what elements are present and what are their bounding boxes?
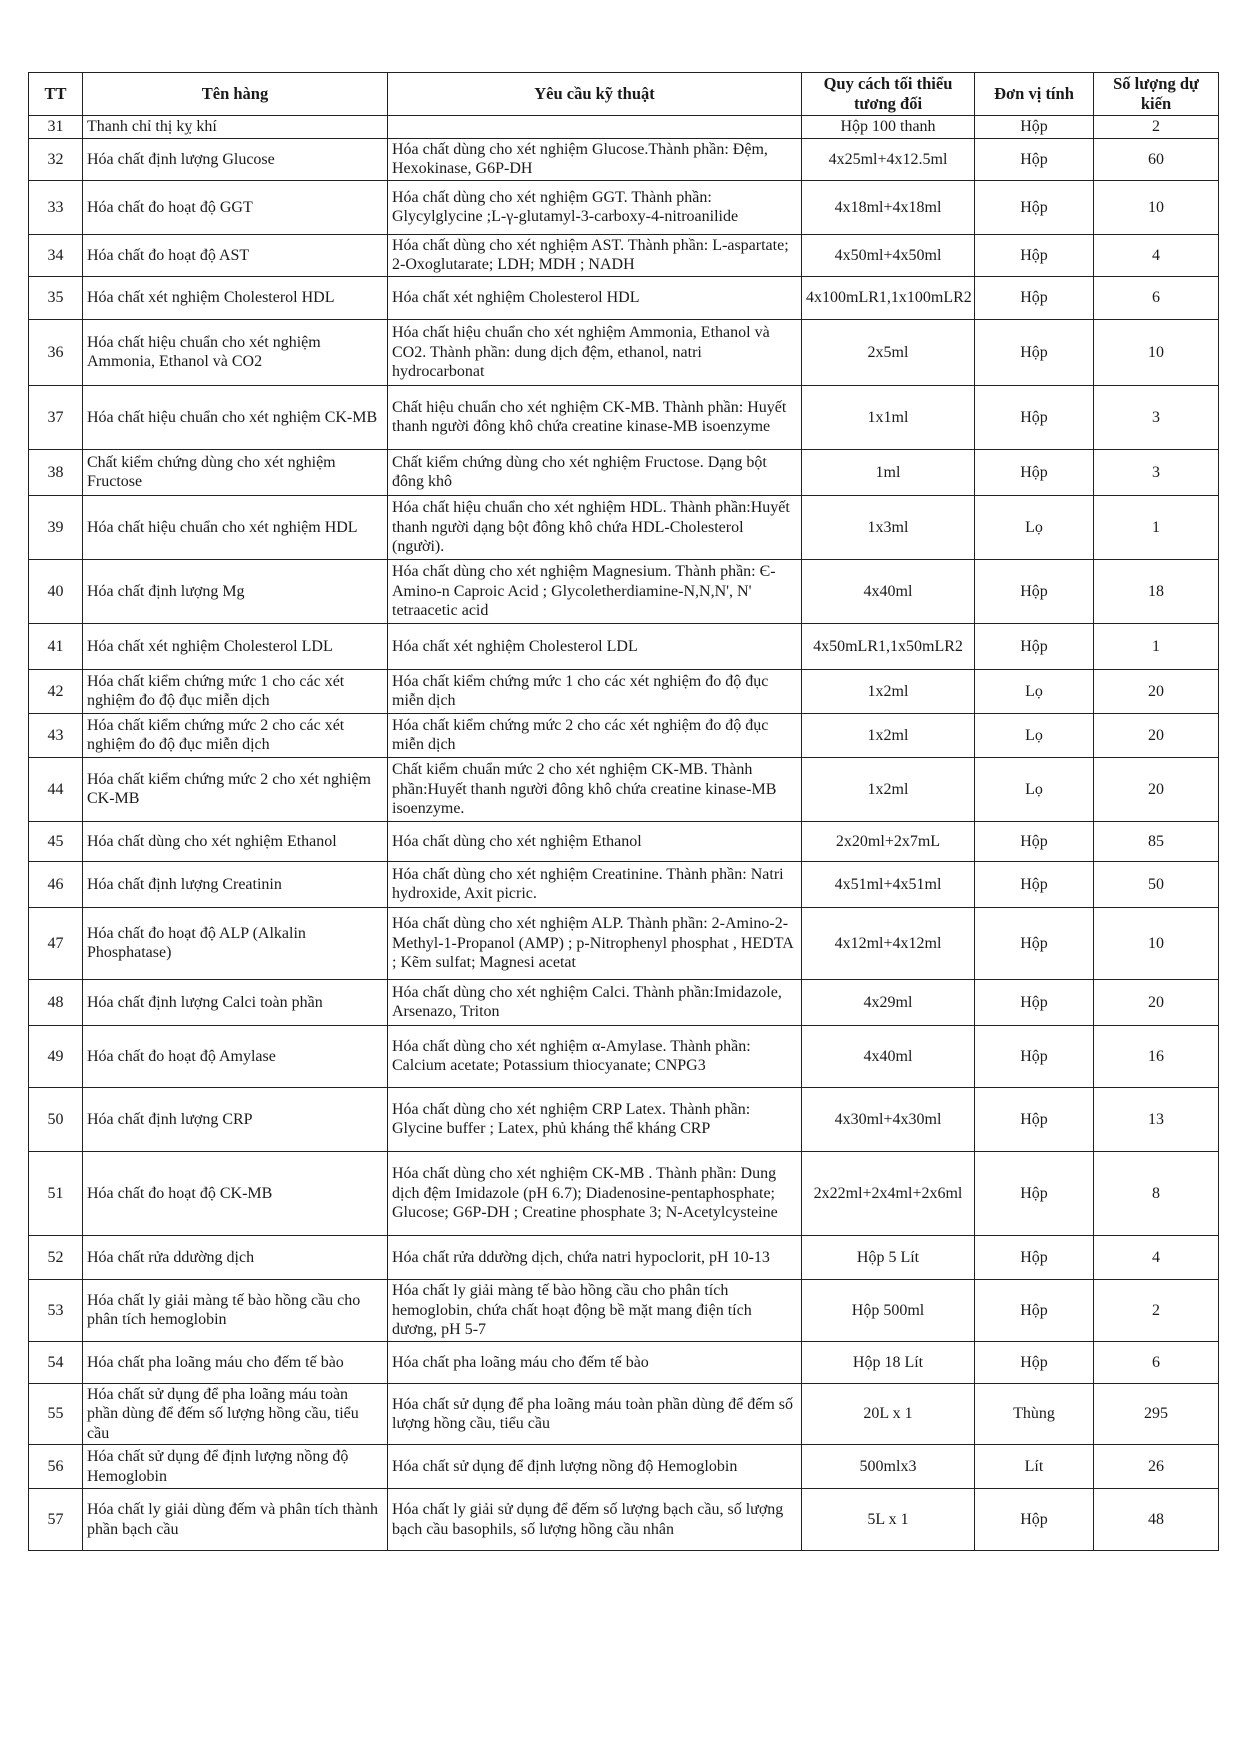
cell-tt: 47: [29, 907, 83, 979]
cell-tt: 57: [29, 1489, 83, 1551]
cell-tt: 45: [29, 821, 83, 861]
cell-quantity: 85: [1094, 821, 1219, 861]
cell-technical-requirements: Hóa chất dùng cho xét nghiệm Creatinine. Thành phần: Natri hydroxide, Axit picric.: [388, 861, 802, 907]
cell-quantity: 20: [1094, 757, 1219, 821]
cell-item-name: Hóa chất sử dụng để pha loãng máu toàn phần dùng để đếm số lượng hồng cầu, tiểu cầu: [83, 1383, 388, 1445]
header-packaging: Quy cách tối thiểu tương đối: [802, 73, 975, 116]
cell-technical-requirements: Hóa chất rửa ddường dịch, chứa natri hypoclorit, pH 10-13: [388, 1235, 802, 1279]
cell-tt: 48: [29, 979, 83, 1025]
cell-unit: Hộp: [975, 449, 1094, 495]
cell-item-name: Hóa chất pha loãng máu cho đếm tế bào: [83, 1341, 388, 1383]
cell-item-name: Hóa chất định lượng Calci toàn phần: [83, 979, 388, 1025]
cell-item-name: Hóa chất định lượng Glucose: [83, 138, 388, 180]
cell-unit: Hộp: [975, 979, 1094, 1025]
cell-quantity: 3: [1094, 385, 1219, 449]
header-technical-requirements: Yêu cầu kỹ thuật: [388, 73, 802, 116]
cell-technical-requirements: Hóa chất xét nghiệm Cholesterol LDL: [388, 623, 802, 669]
table-row: [29, 861, 1219, 907]
table-body: [29, 116, 1219, 1551]
cell-quantity: 18: [1094, 559, 1219, 623]
cell-unit: Hộp: [975, 234, 1094, 276]
cell-unit: Hộp: [975, 1489, 1094, 1551]
cell-item-name: Hóa chất định lượng Mg: [83, 559, 388, 623]
cell-tt: 51: [29, 1151, 83, 1235]
cell-tt: 38: [29, 449, 83, 495]
cell-item-name: Chất kiểm chứng dùng cho xét nghiệm Fructose: [83, 449, 388, 495]
cell-packaging: 4x18ml+4x18ml: [802, 180, 975, 234]
cell-technical-requirements: Hóa chất kiểm chứng mức 2 cho các xét nghiệm đo độ đục miễn dịch: [388, 713, 802, 757]
cell-unit: Hộp: [975, 1341, 1094, 1383]
table-row: [29, 713, 1219, 757]
cell-technical-requirements: Hóa chất dùng cho xét nghiệm GGT. Thành phần: Glycylglycine ;L-γ-glutamyl-3-carboxy-4-nitroanilide: [388, 180, 802, 234]
cell-unit: Hộp: [975, 1235, 1094, 1279]
cell-packaging: Hộp 100 thanh: [802, 116, 975, 139]
cell-tt: 40: [29, 559, 83, 623]
cell-tt: 55: [29, 1383, 83, 1445]
cell-technical-requirements: Hóa chất dùng cho xét nghiệm Magnesium. Thành phần: Є-Amino-n Caproic Acid ; Glycoletherdiamine-N,N,N', N' tetraacetic acid: [388, 559, 802, 623]
cell-technical-requirements: Hóa chất dùng cho xét nghiệm CK-MB . Thành phần: Dung dịch đệm Imidazole (pH 6.7); Diadenosine-pentaphosphate; Glucose; G6P-DH ; Creatine phosphate 3; N-Acetylcysteine: [388, 1151, 802, 1235]
cell-quantity: 16: [1094, 1025, 1219, 1087]
cell-quantity: 10: [1094, 907, 1219, 979]
cell-unit: Hộp: [975, 907, 1094, 979]
header-unit: Đơn vị tính: [975, 73, 1094, 116]
cell-item-name: Hóa chất rửa ddường dịch: [83, 1235, 388, 1279]
cell-packaging: 4x51ml+4x51ml: [802, 861, 975, 907]
cell-technical-requirements: Hóa chất ly giải sử dụng để đếm số lượng bạch cầu, số lượng bạch cầu basophils, số lượng hồng cầu nhân: [388, 1489, 802, 1551]
table-row: [29, 1087, 1219, 1151]
cell-tt: 39: [29, 495, 83, 559]
chemical-supply-table: [28, 72, 1219, 1551]
header-tt: TT: [29, 73, 83, 116]
table-row: [29, 385, 1219, 449]
cell-packaging: 20L x 1: [802, 1383, 975, 1445]
cell-quantity: 3: [1094, 449, 1219, 495]
cell-packaging: 4x12ml+4x12ml: [802, 907, 975, 979]
cell-item-name: Hóa chất hiệu chuẩn cho xét nghiệm Ammonia, Ethanol và CO2: [83, 319, 388, 385]
cell-item-name: Hóa chất đo hoạt độ AST: [83, 234, 388, 276]
cell-quantity: 4: [1094, 1235, 1219, 1279]
cell-packaging: Hộp 18 Lít: [802, 1341, 975, 1383]
cell-tt: 56: [29, 1445, 83, 1489]
cell-unit: Hộp: [975, 116, 1094, 139]
cell-packaging: 5L x 1: [802, 1489, 975, 1551]
cell-tt: 37: [29, 385, 83, 449]
cell-technical-requirements: Hóa chất xét nghiệm Cholesterol HDL: [388, 276, 802, 319]
cell-quantity: 10: [1094, 180, 1219, 234]
cell-item-name: Hóa chất đo hoạt độ ALP (Alkalin Phosphatase): [83, 907, 388, 979]
cell-tt: 41: [29, 623, 83, 669]
table-row: [29, 979, 1219, 1025]
table-row: [29, 821, 1219, 861]
cell-packaging: 4x50ml+4x50ml: [802, 234, 975, 276]
cell-tt: 53: [29, 1279, 83, 1341]
cell-tt: 49: [29, 1025, 83, 1087]
cell-quantity: 1: [1094, 495, 1219, 559]
cell-technical-requirements: Hóa chất dùng cho xét nghiệm Glucose.Thành phần: Đệm, Hexokinase, G6P-DH: [388, 138, 802, 180]
cell-item-name: Thanh chỉ thị kỵ khí: [83, 116, 388, 139]
table-row: [29, 495, 1219, 559]
table-row: [29, 907, 1219, 979]
table-row: [29, 276, 1219, 319]
cell-unit: Hộp: [975, 623, 1094, 669]
cell-technical-requirements: Hóa chất dùng cho xét nghiệm CRP Latex. Thành phần: Glycine buffer ; Latex, phủ kháng thể kháng CRP: [388, 1087, 802, 1151]
cell-tt: 44: [29, 757, 83, 821]
cell-packaging: 1x2ml: [802, 713, 975, 757]
cell-technical-requirements: [388, 116, 802, 139]
cell-unit: Lọ: [975, 495, 1094, 559]
cell-item-name: Hóa chất kiểm chứng mức 2 cho các xét nghiệm đo độ đục miễn dịch: [83, 713, 388, 757]
table-row: [29, 319, 1219, 385]
cell-packaging: 500mlx3: [802, 1445, 975, 1489]
cell-unit: Hộp: [975, 138, 1094, 180]
cell-quantity: 10: [1094, 319, 1219, 385]
table-row: [29, 1489, 1219, 1551]
cell-quantity: 2: [1094, 116, 1219, 139]
header-quantity: Số lượng dự kiến: [1094, 73, 1219, 116]
cell-unit: Hộp: [975, 385, 1094, 449]
cell-packaging: 4x50mLR1,1x50mLR2: [802, 623, 975, 669]
cell-tt: 50: [29, 1087, 83, 1151]
cell-unit: Lọ: [975, 757, 1094, 821]
table-row: [29, 1279, 1219, 1341]
cell-quantity: 6: [1094, 1341, 1219, 1383]
cell-packaging: Hộp 5 Lít: [802, 1235, 975, 1279]
cell-quantity: 48: [1094, 1489, 1219, 1551]
cell-quantity: 8: [1094, 1151, 1219, 1235]
table-row: [29, 138, 1219, 180]
cell-item-name: Hóa chất hiệu chuẩn cho xét nghiệm HDL: [83, 495, 388, 559]
table-row: [29, 1341, 1219, 1383]
cell-quantity: 20: [1094, 713, 1219, 757]
header-item-name: Tên hàng: [83, 73, 388, 116]
cell-unit: Hộp: [975, 319, 1094, 385]
cell-quantity: 20: [1094, 669, 1219, 713]
cell-packaging: 4x30ml+4x30ml: [802, 1087, 975, 1151]
cell-item-name: Hóa chất đo hoạt độ CK-MB: [83, 1151, 388, 1235]
cell-tt: 42: [29, 669, 83, 713]
cell-unit: Hộp: [975, 1087, 1094, 1151]
cell-quantity: 1: [1094, 623, 1219, 669]
cell-unit: Hộp: [975, 861, 1094, 907]
cell-item-name: Hóa chất hiệu chuẩn cho xét nghiệm CK-MB: [83, 385, 388, 449]
cell-packaging: 1ml: [802, 449, 975, 495]
cell-quantity: 6: [1094, 276, 1219, 319]
cell-tt: 54: [29, 1341, 83, 1383]
cell-technical-requirements: Hóa chất dùng cho xét nghiệm Ethanol: [388, 821, 802, 861]
cell-packaging: 4x25ml+4x12.5ml: [802, 138, 975, 180]
cell-item-name: Hóa chất kiểm chứng mức 1 cho các xét nghiệm đo độ đục miễn dịch: [83, 669, 388, 713]
cell-quantity: 50: [1094, 861, 1219, 907]
table-row: [29, 623, 1219, 669]
cell-unit: Hộp: [975, 559, 1094, 623]
cell-tt: 33: [29, 180, 83, 234]
cell-item-name: Hóa chất dùng cho xét nghiệm Ethanol: [83, 821, 388, 861]
table-header-row: [29, 73, 1219, 116]
table-row: [29, 449, 1219, 495]
cell-technical-requirements: Hóa chất kiểm chứng mức 1 cho các xét nghiệm đo độ đục miễn dịch: [388, 669, 802, 713]
cell-quantity: 20: [1094, 979, 1219, 1025]
cell-quantity: 295: [1094, 1383, 1219, 1445]
cell-packaging: 4x40ml: [802, 559, 975, 623]
cell-tt: 36: [29, 319, 83, 385]
cell-tt: 32: [29, 138, 83, 180]
cell-item-name: Hóa chất đo hoạt độ GGT: [83, 180, 388, 234]
cell-unit: Hộp: [975, 180, 1094, 234]
cell-unit: Lít: [975, 1445, 1094, 1489]
cell-unit: Lọ: [975, 713, 1094, 757]
cell-technical-requirements: Chất kiểm chuẩn mức 2 cho xét nghiệm CK-MB. Thành phần:Huyết thanh người đông khô chứa creatine kinase-MB isoenzyme.: [388, 757, 802, 821]
table-row: [29, 1445, 1219, 1489]
table-row: [29, 1383, 1219, 1445]
cell-item-name: Hóa chất ly giải dùng đếm và phân tích thành phần bạch cầu: [83, 1489, 388, 1551]
table-row: [29, 180, 1219, 234]
cell-quantity: 2: [1094, 1279, 1219, 1341]
cell-technical-requirements: Chất kiểm chứng dùng cho xét nghiệm Fructose. Dạng bột đông khô: [388, 449, 802, 495]
cell-unit: Hộp: [975, 821, 1094, 861]
cell-packaging: 4x40ml: [802, 1025, 975, 1087]
cell-technical-requirements: Chất hiệu chuẩn cho xét nghiệm CK-MB. Thành phần: Huyết thanh người đông khô chứa creatine kinase-MB isoenzyme: [388, 385, 802, 449]
cell-technical-requirements: Hóa chất hiệu chuẩn cho xét nghiệm HDL. Thành phần:Huyết thanh người dạng bột đông khô chứa HDL-Cholesterol (người).: [388, 495, 802, 559]
table-row: [29, 559, 1219, 623]
cell-unit: Lọ: [975, 669, 1094, 713]
cell-technical-requirements: Hóa chất dùng cho xét nghiệm ALP. Thành phần: 2-Amino-2-Methyl-1-Propanol (AMP) ; p-Nitrophenyl phosphat , HEDTA ; Kẽm sulfat; Magnesi acetat: [388, 907, 802, 979]
table-row: [29, 1025, 1219, 1087]
cell-packaging: Hộp 500ml: [802, 1279, 975, 1341]
cell-item-name: Hóa chất sử dụng để định lượng nồng độ Hemoglobin: [83, 1445, 388, 1489]
table-row: [29, 757, 1219, 821]
cell-tt: 34: [29, 234, 83, 276]
cell-packaging: 2x20ml+2x7mL: [802, 821, 975, 861]
table-row: [29, 669, 1219, 713]
cell-item-name: Hóa chất kiểm chứng mức 2 cho xét nghiệm CK-MB: [83, 757, 388, 821]
cell-tt: 46: [29, 861, 83, 907]
cell-technical-requirements: Hóa chất dùng cho xét nghiệm Calci. Thành phần:Imidazole, Arsenazo, Triton: [388, 979, 802, 1025]
cell-unit: Thùng: [975, 1383, 1094, 1445]
cell-quantity: 26: [1094, 1445, 1219, 1489]
cell-packaging: 1x1ml: [802, 385, 975, 449]
cell-packaging: 2x5ml: [802, 319, 975, 385]
cell-quantity: 4: [1094, 234, 1219, 276]
cell-packaging: 1x2ml: [802, 757, 975, 821]
table-row: [29, 234, 1219, 276]
cell-technical-requirements: Hóa chất sử dụng để định lượng nồng độ Hemoglobin: [388, 1445, 802, 1489]
cell-unit: Hộp: [975, 1151, 1094, 1235]
cell-tt: 52: [29, 1235, 83, 1279]
cell-technical-requirements: Hóa chất dùng cho xét nghiệm AST. Thành phần: L-aspartate; 2-Oxoglutarate; LDH; MDH ; NADH: [388, 234, 802, 276]
cell-item-name: Hóa chất định lượng Creatinin: [83, 861, 388, 907]
table-row: [29, 1151, 1219, 1235]
cell-item-name: Hóa chất xét nghiệm Cholesterol HDL: [83, 276, 388, 319]
cell-unit: Hộp: [975, 1025, 1094, 1087]
cell-packaging: 1x3ml: [802, 495, 975, 559]
cell-tt: 43: [29, 713, 83, 757]
cell-technical-requirements: Hóa chất hiệu chuẩn cho xét nghiệm Ammonia, Ethanol và CO2. Thành phần: dung dịch đệm, ethanol, natri hydrocarbonat: [388, 319, 802, 385]
cell-technical-requirements: Hóa chất sử dụng để pha loãng máu toàn phần dùng để đếm số lượng hồng cầu, tiểu cầu: [388, 1383, 802, 1445]
cell-packaging: 4x100mLR1,1x100mLR2: [802, 276, 975, 319]
cell-tt: 35: [29, 276, 83, 319]
cell-unit: Hộp: [975, 276, 1094, 319]
cell-unit: Hộp: [975, 1279, 1094, 1341]
cell-tt: 31: [29, 116, 83, 139]
cell-item-name: Hóa chất xét nghiệm Cholesterol LDL: [83, 623, 388, 669]
cell-technical-requirements: Hóa chất pha loãng máu cho đếm tế bào: [388, 1341, 802, 1383]
cell-item-name: Hóa chất đo hoạt độ Amylase: [83, 1025, 388, 1087]
cell-packaging: 4x29ml: [802, 979, 975, 1025]
cell-packaging: 2x22ml+2x4ml+2x6ml: [802, 1151, 975, 1235]
table-row: [29, 1235, 1219, 1279]
cell-quantity: 13: [1094, 1087, 1219, 1151]
cell-item-name: Hóa chất ly giải màng tế bào hồng cầu cho phân tích hemoglobin: [83, 1279, 388, 1341]
cell-technical-requirements: Hóa chất ly giải màng tế bào hồng cầu cho phân tích hemoglobin, chứa chất hoạt động bề mặt mang điện tích dương, pH 5-7: [388, 1279, 802, 1341]
table-row: [29, 116, 1219, 139]
cell-packaging: 1x2ml: [802, 669, 975, 713]
cell-item-name: Hóa chất định lượng CRP: [83, 1087, 388, 1151]
cell-technical-requirements: Hóa chất dùng cho xét nghiệm α-Amylase. Thành phần: Calcium acetate; Potassium thiocyanate; CNPG3: [388, 1025, 802, 1087]
cell-quantity: 60: [1094, 138, 1219, 180]
